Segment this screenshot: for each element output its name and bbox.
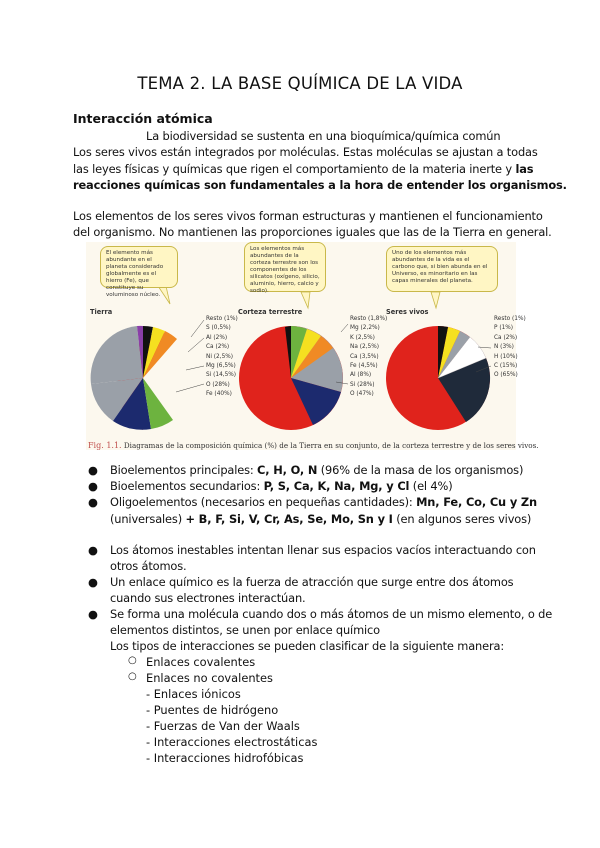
- list-item: Un enlace químico es la fuerza de atracción que surge entre dos átomos: [110, 575, 514, 589]
- callout-seres-vivos: Uno de los elementos más abundantes de la vida es el carbono que, si bien abunda en el Universo, es minoritario en las capas minerales del planeta.: [386, 246, 498, 292]
- legend-item: Si (14,5%): [206, 372, 237, 379]
- paragraph-line: Los elementos de los seres vivos forman estructuras y mantienen el funcionamiento: [73, 209, 543, 223]
- paragraph-line: del organismo. No mantienen las proporciones iguales que las de la Tierra en general.: [73, 225, 552, 239]
- legend-item: Ca (2%): [494, 334, 518, 341]
- composition-figure: [86, 242, 526, 450]
- legend-item: O (47%): [350, 391, 374, 398]
- legend-item: Fe (40%): [206, 391, 232, 398]
- pie-label-seres-vivos: Seres vivos: [386, 308, 429, 316]
- figure-caption: [88, 441, 539, 450]
- pie-tierra: [91, 326, 177, 430]
- legend-item: N (3%): [494, 344, 514, 351]
- paragraph-line: [73, 162, 533, 176]
- list-item: Los átomos inestables intentan llenar sus espacios vacíos interactuando con: [110, 543, 536, 557]
- legend-item: P (1%): [494, 325, 514, 332]
- legend-item: Na (2,5%): [350, 344, 379, 351]
- legend-item: Fe (4,5%): [350, 363, 378, 370]
- bullet-marker: ●: [88, 495, 98, 509]
- legend-seres-vivos: [494, 315, 526, 381]
- pie-label-corteza: Corteza terrestre: [238, 308, 303, 316]
- list-item-continuation: cuando sus electrones interactúan.: [110, 591, 306, 605]
- legend-item: C (15%): [494, 363, 518, 370]
- legend-item: K (2,5%): [350, 334, 375, 341]
- paragraph-line: Los seres vivos están integrados por moléculas. Estas moléculas se ajustan a todas: [73, 145, 538, 159]
- sub-list-item: Enlaces no covalentes: [146, 671, 273, 685]
- bullet-marker: ●: [88, 463, 98, 477]
- paragraph-bold: las: [515, 162, 534, 176]
- caption-text: Diagramas de la composición química (%) de la Tierra en su conjunto, de la corteza terrestre y de los seres vivos.: [123, 441, 539, 450]
- legend-corteza: [350, 315, 387, 400]
- legend-item: O (28%): [206, 381, 230, 388]
- legend-item: Al (2%): [206, 334, 228, 341]
- item-text: Bioelementos principales:: [110, 463, 258, 477]
- legend-item: Al (8%): [350, 372, 372, 379]
- item-bold: Mn, Fe, Co, Cu y Zn: [416, 495, 537, 509]
- list-item: [110, 479, 453, 493]
- legend-item: Si (28%): [350, 381, 375, 388]
- paragraph-line: reacciones químicas son fundamentales a la hora de entender los organismos.: [73, 178, 567, 192]
- callout-tail: [301, 292, 310, 308]
- circle-marker: ○: [128, 671, 137, 682]
- list-item-continuation: otros átomos.: [110, 559, 187, 573]
- item-tail: (96% de la masa de los organismos): [317, 463, 524, 477]
- legend-item: Ni (2,5%): [206, 353, 234, 360]
- item-bold: C, H, O, N: [257, 463, 318, 477]
- sub-list-item: Enlaces covalentes: [146, 655, 256, 669]
- legend-item: Mg (2,2%): [350, 325, 380, 332]
- bullet-marker: ●: [88, 575, 98, 589]
- dash-item: - Fuerzas de Van der Waals: [146, 719, 300, 733]
- pie-label-tierra: Tierra: [90, 308, 113, 316]
- legend-item: Ca (3,5%): [350, 353, 379, 360]
- callout-corteza: Los elementos más abundantes de la corteza terrestre son los componentes de los silicatos (oxígeno, silicio, aluminio, hierro, calcio y sodio).: [244, 242, 326, 292]
- item-tail: (el 4%): [409, 479, 453, 493]
- legend-item: H (10%): [494, 353, 518, 360]
- bullet-marker: ●: [88, 543, 98, 557]
- callout-tail: [431, 292, 440, 308]
- list-item: [110, 495, 537, 509]
- section-heading: Interacción atómica: [73, 111, 213, 126]
- legend-item: Mg (6,5%): [206, 363, 236, 370]
- legend-item: S (0,5%): [206, 325, 231, 332]
- legend-item: Resto (1,8%): [350, 316, 388, 322]
- list-item-continuation: Los tipos de interacciones se pueden clasificar de la siguiente manera:: [110, 639, 505, 653]
- legend-item: O (65%): [494, 372, 518, 379]
- caption-number: Fig. 1.1.: [88, 441, 122, 450]
- dash-item: - Enlaces iónicos: [146, 687, 241, 701]
- bullet-marker: ●: [88, 479, 98, 493]
- list-item: Se forma una molécula cuando dos o más átomos de un mismo elemento, o de: [110, 607, 553, 621]
- legend-item: Resto (1%): [494, 316, 526, 322]
- pie-seres-vivos: [386, 326, 490, 430]
- list-item-continuation: elementos distintos, se unen por enlace químico: [110, 623, 380, 637]
- list-item-continuation: [110, 512, 531, 526]
- page-title: TEMA 2. LA BASE QUÍMICA DE LA VIDA: [137, 74, 463, 93]
- legend-tierra: [206, 315, 238, 400]
- bullet-marker: ●: [88, 607, 98, 621]
- dash-item: - Interacciones hidrofóbicas: [146, 751, 304, 765]
- item-bold: + B, F, Si, V, Cr, As, Se, Mo, Sn y I: [185, 512, 393, 526]
- item-bold: P, S, Ca, K, Na, Mg, y Cl: [263, 479, 410, 493]
- legend-item: Resto (1%): [206, 316, 238, 322]
- dash-item: - Puentes de hidrógeno: [146, 703, 279, 717]
- pie-slice-o: [91, 326, 143, 384]
- legend-item: Ca (2%): [206, 344, 230, 351]
- pie-corteza: [239, 326, 343, 430]
- dash-item: - Interacciones electrostáticas: [146, 735, 318, 749]
- callout-tierra: El elemento más abundante en el planeta considerado globalmente es el hierro (Fe), que constituye su voluminoso núcleo.: [100, 246, 178, 288]
- circle-marker: ○: [128, 655, 137, 666]
- list-item: [110, 463, 523, 477]
- item-text: Oligoelementos (necesarios en pequeñas cantidades):: [110, 495, 417, 509]
- paragraph-text: las leyes físicas y químicas que rigen el comportamiento de la materia inerte y: [73, 162, 516, 176]
- item-tail: (en algunos seres vivos): [392, 512, 532, 526]
- paragraph-line: La biodiversidad se sustenta en una bioquímica/química común: [146, 129, 501, 143]
- item-text: Bioelementos secundarios:: [110, 479, 264, 493]
- item-text: (universales): [110, 512, 186, 526]
